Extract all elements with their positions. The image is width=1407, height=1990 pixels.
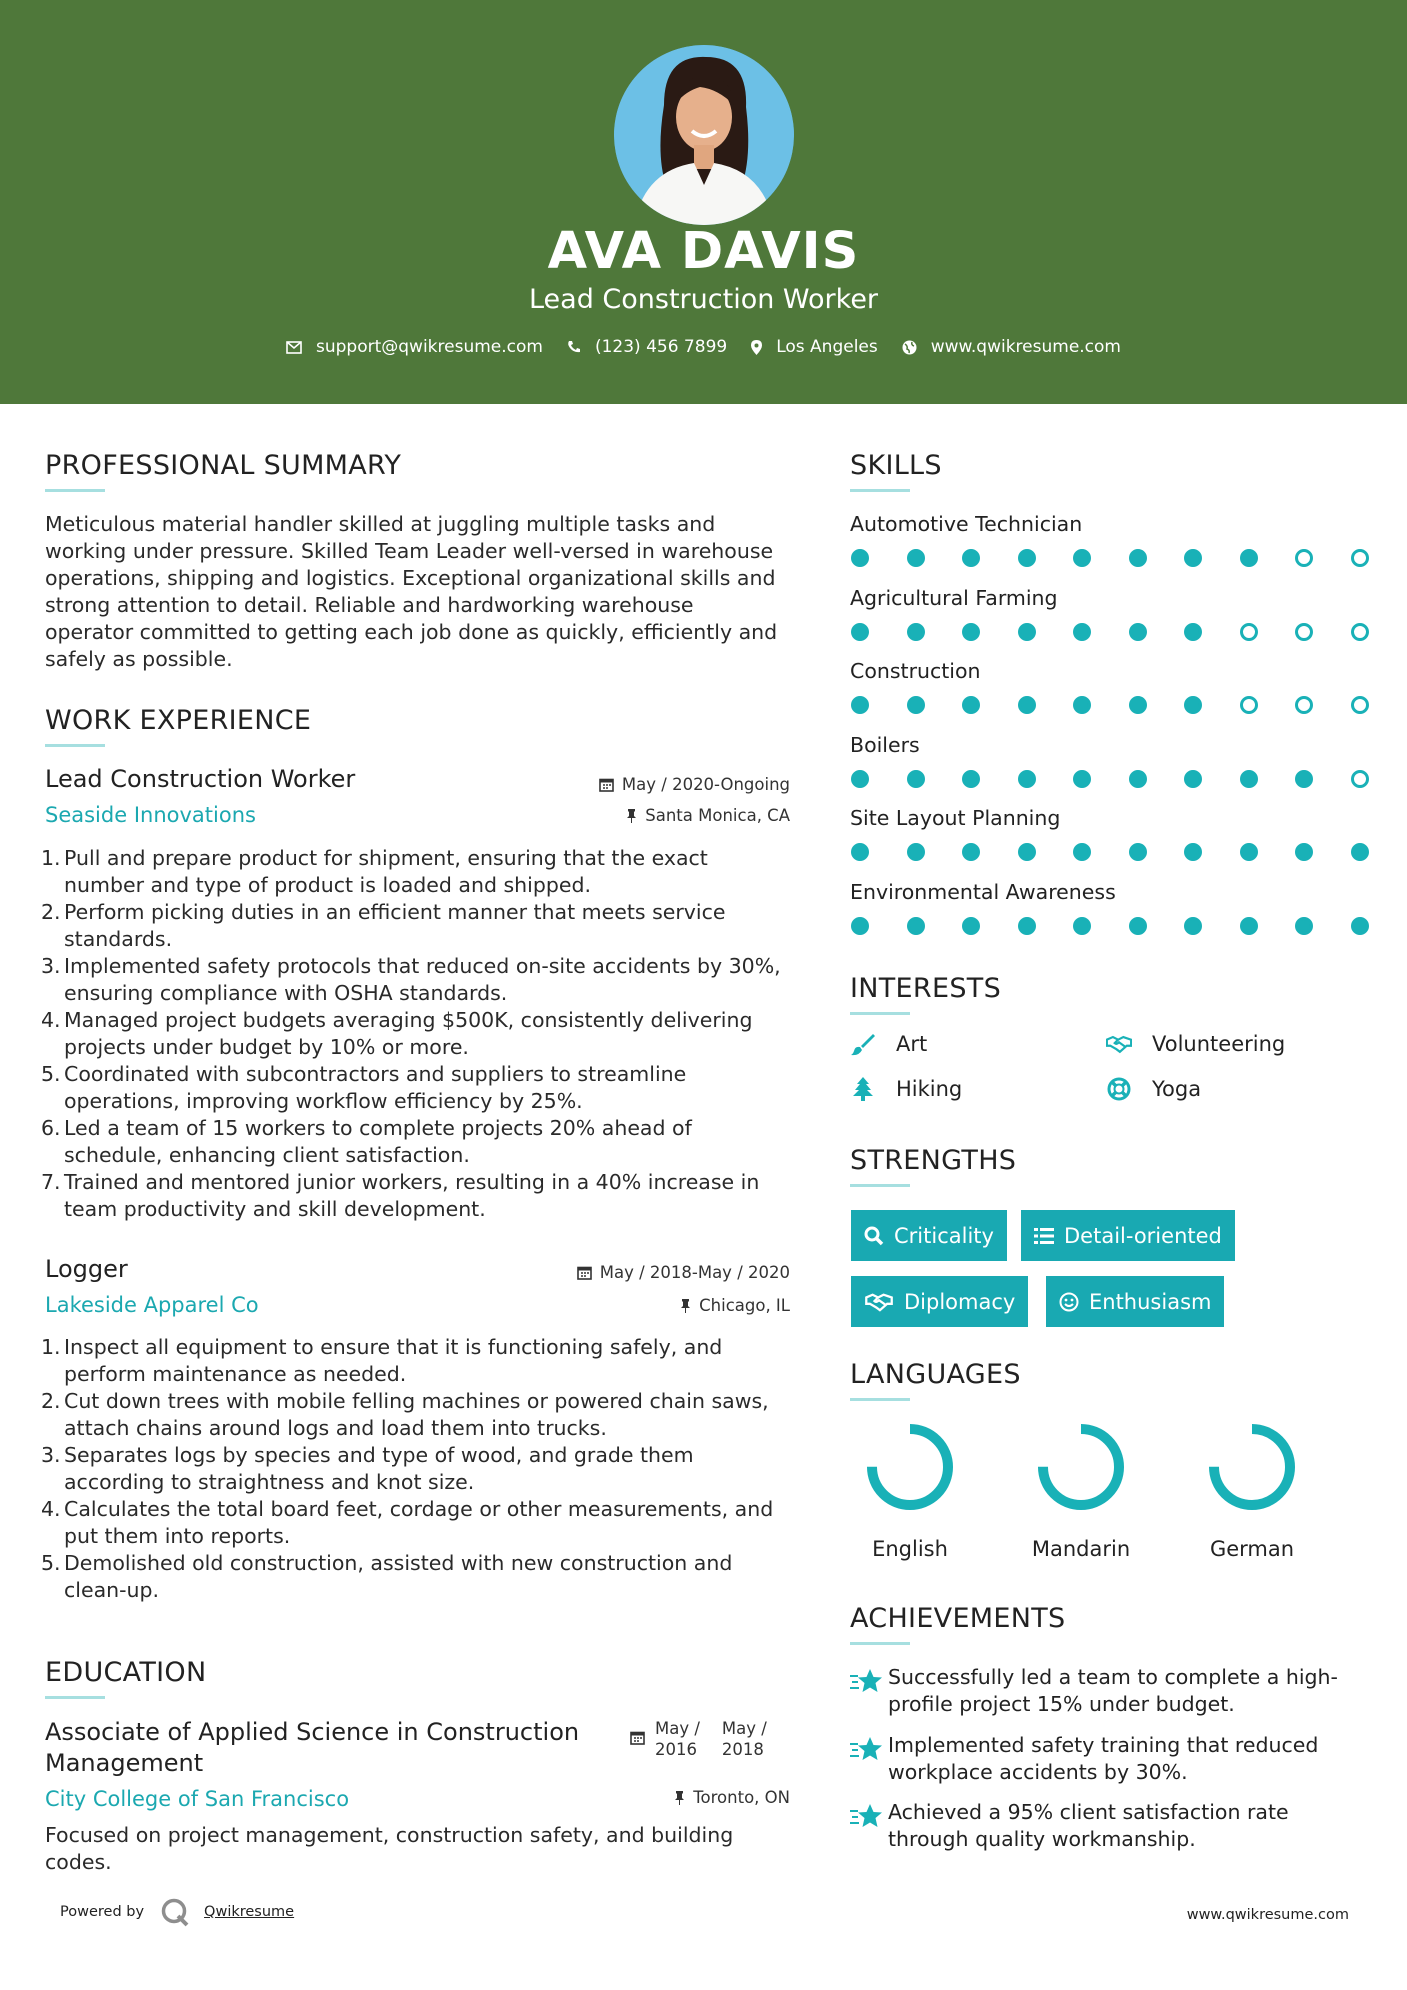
interest-yoga: Yoga [1106,1077,1201,1101]
list-item: 7. Trained and mentored junior workers, resulting in a 40% increase in team productivity and skill development. [41,1170,760,1221]
rating-dot-empty [1351,770,1369,788]
envelope-icon [286,341,302,354]
job-dates: May / 2020-Ongoing [530,775,790,794]
skill-name: Automotive Technician [850,512,1083,536]
language-name: English [872,1537,948,1561]
degree-title: Associate of Applied Science in Construction Management [45,1718,580,1777]
heading-rule [850,1642,910,1645]
education-heading: EDUCATION [45,1657,207,1688]
handshake-icon [864,1292,894,1312]
life-ring-icon [1106,1077,1132,1101]
rating-dot-filled [962,696,980,714]
list-item: 1. Pull and prepare product for shipment, ensuring that the exact number and type of product is loaded and shipped. [41,846,708,897]
rating-dot-filled [1073,917,1091,935]
rating-dot-filled [1073,843,1091,861]
summary-heading: PROFESSIONAL SUMMARY [45,450,402,481]
star-icon [850,1668,888,1718]
powered-by: Powered by Qwikresume [60,1897,294,1927]
languages-heading: LANGUAGES [850,1359,1021,1390]
paintbrush-icon [850,1032,876,1056]
rating-dot-filled [1129,843,1147,861]
rating-dot-filled [1184,549,1202,567]
rating-dot-filled [851,770,869,788]
contact-email[interactable]: support@qwikresume.com [286,337,543,357]
strength-criticality: Criticality [851,1210,1007,1261]
rating-dot-filled [1184,917,1202,935]
calendar-icon [577,1265,592,1280]
heading-rule [45,1696,105,1699]
achievement-item: Successfully led a team to complete a high- profile project 15% under budget. [850,1664,1370,1718]
rating-dot-filled [907,623,925,641]
rating-dot-filled [1184,843,1202,861]
rating-dot-filled [1240,917,1258,935]
rating-dot-filled [851,843,869,861]
contact-bar [0,337,1407,357]
job-dates: May / 2018-May / 2020 [530,1263,790,1282]
education-description: Focused on project management, construction safety, and building codes. [45,1823,734,1874]
list-item: 2. Cut down trees with mobile felling machines or powered chain saws, attach chains around logs and load them into trucks. [41,1389,769,1440]
skill-rating [851,843,1406,861]
interests-heading: INTERESTS [850,973,1002,1004]
qwikresume-logo-icon [160,1897,190,1927]
phone-icon [567,340,581,354]
map-marker-icon [751,340,762,355]
skills-heading: SKILLS [850,450,942,481]
rating-dot-filled [851,623,869,641]
achievement-item: Achieved a 95% client satisfaction rate through quality workmanship. [850,1799,1370,1853]
rating-dot-filled [962,549,980,567]
heading-rule [850,1398,910,1401]
rating-dot-filled [1073,770,1091,788]
list-item: 1. Inspect all equipment to ensure that it is functioning safely, and perform maintenance as needed. [41,1335,723,1386]
rating-dot-filled [1129,623,1147,641]
calendar-icon [630,1730,645,1745]
skill-rating [851,549,1406,567]
education-dates: May / 2016 May / 2018 [630,1718,767,1760]
rating-dot-filled [1129,917,1147,935]
rating-dot-filled [1184,623,1202,641]
list-item: 3. Separates logs by species and type of wood, and grade them according to straightness and knot size. [41,1443,694,1494]
rating-dot-filled [1073,549,1091,567]
rating-dot-filled [851,917,869,935]
rating-dot-empty [1351,549,1369,567]
strength-diplomacy: Diplomacy [851,1276,1028,1327]
rating-dot-filled [907,770,925,788]
language-name: Mandarin [1031,1537,1131,1561]
list-item: 4. Managed project budgets averaging $500K, consistently delivering projects under budget by 10% or more. [41,1008,753,1059]
rating-dot-filled [1073,623,1091,641]
job-title: Logger [45,1255,128,1283]
globe-icon [902,340,917,355]
rating-dot-filled [1018,696,1036,714]
company-name: Lakeside Apparel Co [45,1293,259,1317]
experience-heading: WORK EXPERIENCE [45,705,312,736]
achievements-heading: ACHIEVEMENTS [850,1603,1066,1634]
rating-dot-empty [1295,549,1313,567]
rating-dot-filled [1184,770,1202,788]
star-icon [850,1736,888,1786]
search-icon [864,1226,884,1246]
list-item: 5. Demolished old construction, assisted with new construction and clean-up. [41,1551,733,1602]
rating-dot-filled [962,843,980,861]
job-title: Lead Construction Worker [45,765,356,793]
rating-dot-empty [1295,696,1313,714]
resume-header [0,0,1407,404]
rating-dot-filled [907,549,925,567]
contact-location: Los Angeles [751,337,878,357]
candidate-name: AVA DAVIS [547,222,860,281]
list-item: 5. Coordinated with subcontractors and suppliers to streamline operations, improving workflow efficiency by 25%. [41,1062,687,1113]
rating-dot-filled [962,770,980,788]
pushpin-icon [626,808,637,823]
heading-rule [850,489,910,492]
rating-dot-empty [1240,623,1258,641]
brand-link[interactable]: Qwikresume [204,1904,295,1920]
summary-text: Meticulous material handler skilled at juggling multiple tasks and working under pressure. Skilled Team Leader well-versed in warehouse operations, shipping and logistics. Exceptional organizational skills and strong attention to detail. Reliable and hardworking warehouse operator committed to getting each job done as quickly, efficiently and safely as possible. [45,512,778,671]
language-ring [1206,1421,1298,1517]
job-duties-list [41,1334,805,1604]
rating-dot-empty [1351,696,1369,714]
job-duties-list [41,845,805,1223]
pushpin-icon [680,1298,691,1313]
handshake-icon [1106,1033,1132,1055]
star-icon [850,1803,888,1853]
rating-dot-filled [1240,549,1258,567]
rating-dot-filled [1018,623,1036,641]
skill-rating [851,917,1406,935]
skill-name: Construction [850,659,981,684]
heading-rule [850,1012,910,1015]
rating-dot-filled [1129,696,1147,714]
strength-enthusiasm: Enthusiasm [1046,1276,1224,1327]
interest-art: Art [850,1032,927,1056]
rating-dot-filled [1351,917,1369,935]
list-item: 4. Calculates the total board feet, cordage or other measurements, and put them into reports. [41,1497,774,1548]
rating-dot-filled [1073,696,1091,714]
strengths-heading: STRENGTHS [850,1145,1017,1176]
skill-name: Environmental Awareness [850,880,1116,904]
heading-rule [45,489,105,492]
rating-dot-filled [1129,770,1147,788]
language-name: German [1209,1537,1295,1561]
achievement-item: Implemented safety training that reduced workplace accidents by 30%. [850,1732,1370,1786]
rating-dot-filled [1018,770,1036,788]
skill-rating [851,623,1406,641]
education-location: Toronto, ON [530,1788,790,1807]
footer-website[interactable]: www.qwikresume.com [1186,1907,1349,1923]
calendar-icon [599,777,614,792]
rating-dot-filled [907,696,925,714]
contact-website[interactable]: www.qwikresume.com [902,337,1121,357]
rating-dot-filled [907,917,925,935]
rating-dot-filled [1129,549,1147,567]
rating-dot-filled [1240,770,1258,788]
interest-hiking: Hiking [850,1077,962,1101]
rating-dot-filled [1184,696,1202,714]
smile-icon [1059,1292,1079,1312]
rating-dot-empty [1295,623,1313,641]
profile-photo [614,45,794,225]
language-ring [864,1421,956,1517]
language-ring [1035,1421,1127,1517]
list-item: 3. Implemented safety protocols that reduced on-site accidents by 30%, ensuring compliance with OSHA standards. [41,954,781,1005]
rating-dot-filled [1295,917,1313,935]
rating-dot-empty [1240,696,1258,714]
rating-dot-filled [1351,843,1369,861]
heading-rule [45,744,105,747]
rating-dot-filled [1295,843,1313,861]
list-icon [1034,1227,1054,1245]
skill-name: Agricultural Farming [850,585,1058,610]
rating-dot-filled [962,917,980,935]
job-location: Santa Monica, CA [530,806,790,825]
skill-rating [851,770,1406,788]
heading-rule [850,1184,910,1187]
list-item: 2. Perform picking duties in an efficient manner that meets service standards. [41,900,726,951]
rating-dot-filled [851,549,869,567]
list-item: 6. Led a team of 15 workers to complete projects 20% ahead of schedule, enhancing client satisfaction. [41,1116,692,1167]
rating-dot-filled [851,696,869,714]
job-location: Chicago, IL [530,1296,790,1315]
strength-detail-oriented: Detail-oriented [1021,1210,1235,1261]
company-name: Seaside Innovations [45,803,256,827]
tree-icon [850,1077,876,1101]
candidate-role: Lead Construction Worker [528,284,879,315]
skill-name: Site Layout Planning [850,806,1061,831]
skill-rating [851,696,1406,714]
contact-phone[interactable]: (123) 456 7899 [567,337,727,357]
school-name: City College of San Francisco [45,1787,350,1811]
rating-dot-empty [1351,623,1369,641]
skill-name: Boilers [850,732,920,757]
rating-dot-filled [1295,770,1313,788]
pushpin-icon [674,1790,685,1805]
rating-dot-filled [962,623,980,641]
rating-dot-filled [1018,917,1036,935]
interest-volunteering: Volunteering [1106,1032,1285,1056]
rating-dot-filled [1240,843,1258,861]
rating-dot-filled [907,843,925,861]
rating-dot-filled [1018,843,1036,861]
rating-dot-filled [1018,549,1036,567]
